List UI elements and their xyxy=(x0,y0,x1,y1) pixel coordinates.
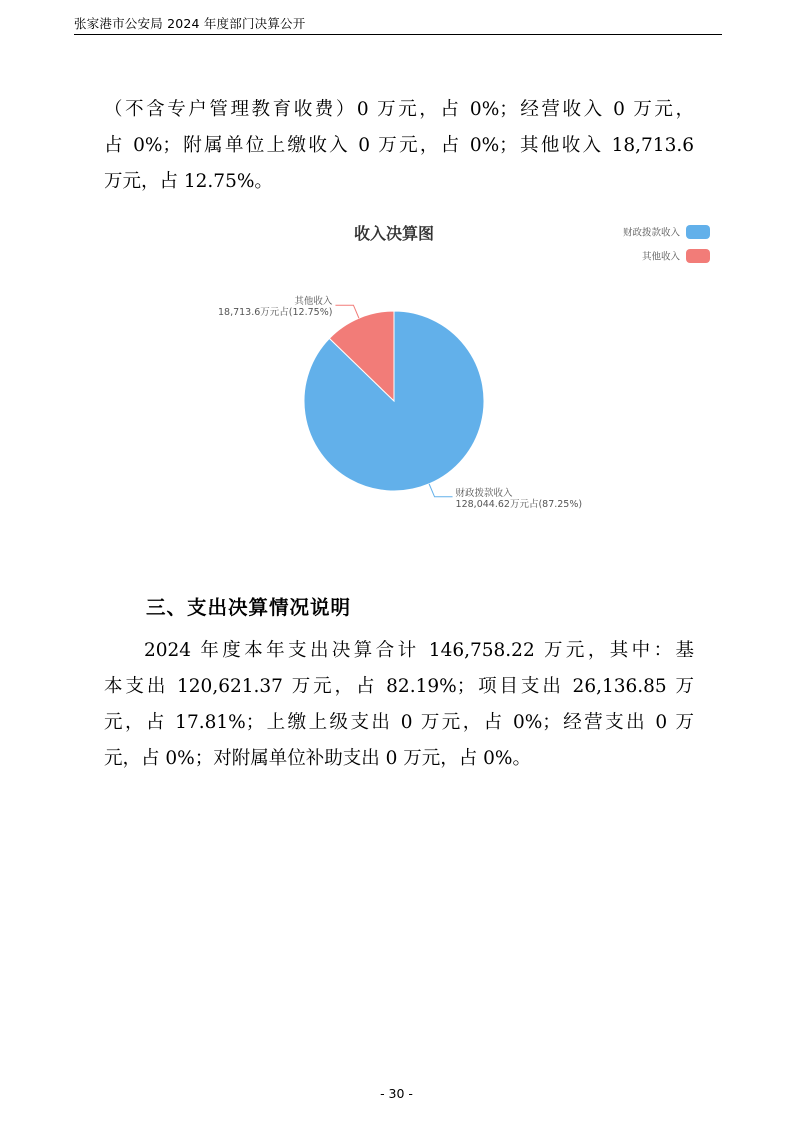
income-paragraph xyxy=(104,92,694,200)
pie-chart-svg xyxy=(190,215,730,525)
pie-leader-line xyxy=(335,305,358,318)
paragraph-line: 元，占 17.81%；上缴上级支出 0 万元，占 0%；经营支出 0 万 xyxy=(104,712,694,733)
chart-legend xyxy=(623,225,710,263)
paragraph-line: 2024 年度本年支出决算合计 146,758.22 万元，其中：基 xyxy=(144,640,694,661)
pie-leader-line xyxy=(429,484,452,497)
page-header xyxy=(74,10,722,35)
chart-title: 收入决算图 xyxy=(353,224,435,243)
header-title: 张家港市公安局 2024 年度部门决算公开 xyxy=(74,16,306,31)
pie-label-value: 18,713.6万元占(12.75%) xyxy=(217,307,333,319)
legend-label: 其他收入 xyxy=(641,251,680,263)
paragraph-line: 占 0%；附属单位上缴收入 0 万元，占 0%；其他收入 18,713.6 xyxy=(104,135,694,156)
section-title: 三、支出决算情况说明 xyxy=(146,596,352,619)
paragraph-line: 本支出 120,621.37 万元，占 82.19%；项目支出 26,136.85 万 xyxy=(104,676,694,697)
paragraph-line: 元，占 0%；对附属单位补助支出 0 万元，占 0%。 xyxy=(104,748,531,769)
pie-slices xyxy=(304,311,484,491)
paragraph-line: （不含专户管理教育收费）0 万元，占 0%；经营收入 0 万元， xyxy=(104,99,694,120)
legend-swatch xyxy=(686,225,710,239)
page-number: - 30 - xyxy=(380,1086,413,1101)
income-pie-chart xyxy=(190,215,730,525)
pie-label-value: 128,044.62万元占(87.25%) xyxy=(455,498,583,510)
legend-swatch xyxy=(686,249,710,263)
pie-label-name: 其他收入 xyxy=(294,296,333,308)
paragraph-line: 万元，占 12.75%。 xyxy=(104,171,273,192)
legend-label: 财政拨款收入 xyxy=(622,227,680,239)
expenditure-paragraph xyxy=(104,633,694,777)
pie-label-name: 财政拨款收入 xyxy=(455,487,513,499)
